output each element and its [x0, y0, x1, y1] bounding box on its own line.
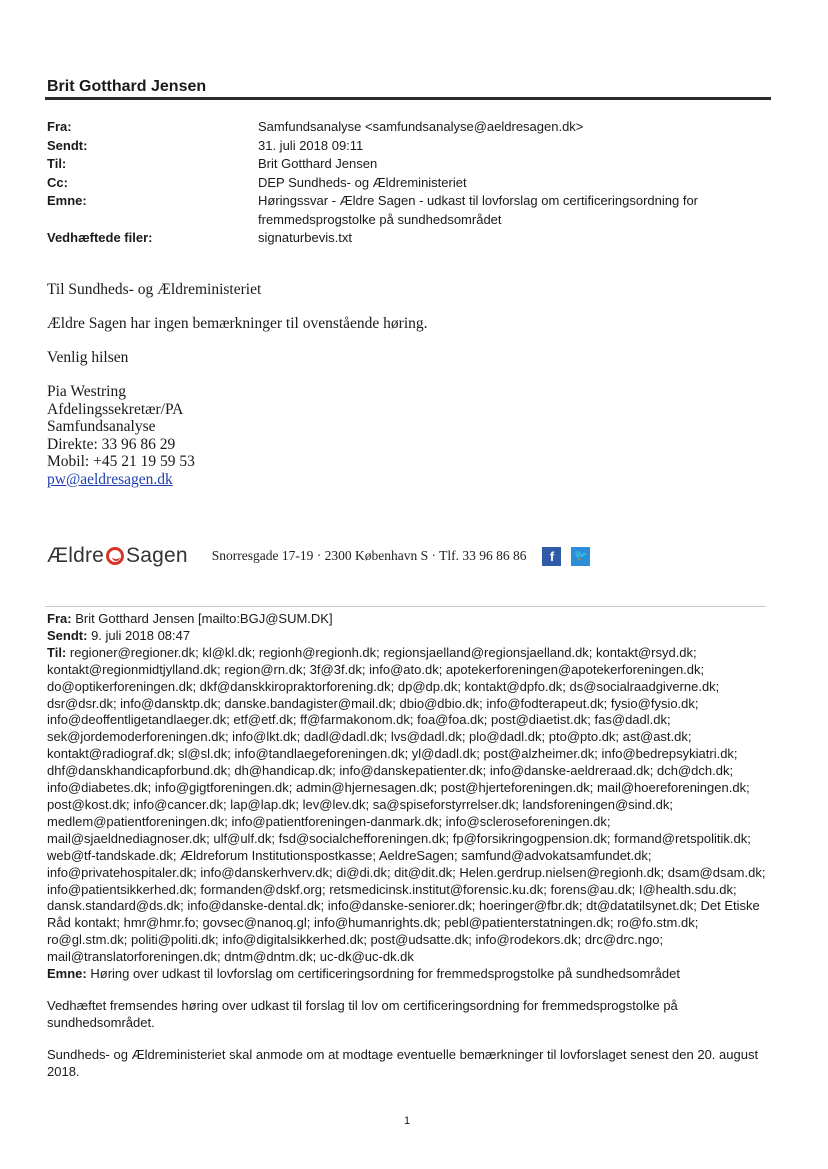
- twitter-icon[interactable]: 🐦: [571, 547, 590, 566]
- orig-to-line: [47, 645, 771, 966]
- field-label: Til:: [47, 156, 67, 171]
- field-label: Sendt:: [47, 137, 88, 153]
- field-label: Emne:: [47, 966, 87, 982]
- signature-line: Direkte: 33 96 86 29: [47, 435, 176, 453]
- field-label: Sendt:: [47, 627, 88, 643]
- logo-text-right: Sagen: [126, 544, 188, 567]
- section-divider: [45, 606, 766, 607]
- field-value: 9. juli 2018 08:47: [91, 627, 191, 643]
- recipients-list: regioner@regioner.dk; kl@kl.dk; regionh@regionh.dk; regionsjaelland@regionsjaelland.dk; kontakt@rsyd.dk; kontakt@regionmidtjylland.dk; region@rn.dk; 3f@3f.dk; info@ato.dk; apotekerforeningen@apotekerforeningen.dk; do@optikerforeningen.dk; dkf@danskkiropraktorforening.dk; dp@dp.dk; kontakt@dpfo.dk; ds@socialraadgiverne.dk; dsr@dsr.dk; info@dansktp.dk; danske.bandagister@mail.dk; dbio@dbio.dk; info@fodterapeut.dk; fysio@fysio.dk; info@deoffentligetandlaeger.dk; etf@etf.dk; ff@farmakonom.dk; foa@foa.dk; post@diaetist.dk; fas@dadl.dk; sek@jordemoderforeningen.dk; info@lkt.dk; dadl@dadl.dk; lvs@dadl.dk; plo@dadl.dk; pto@pto.dk; ast@ast.dk; kontakt@radiograf.dk; sl@sl.dk; info@tandlaegeforeningen.dk; yl@dadl.dk; post@alzheimer.dk; info@bedrepsykiatri.dk; dhf@danskhandicapforbund.dk; dh@handicap.dk; info@danskepatienter.dk; info@danske-aeldreraad.dk; dch@dch.dk; info@diabetes.dk; info@gigtforeningen.dk; admin@hjernesagen.dk; post@hjerteforeningen.dk; mail@hoereforeningen.dk; post@kost.dk; info@cancer.dk; lap@lap.dk; lev@lev.dk; sa@spiseforstyrrelser.dk; landsforeningen@sind.dk; medlem@patientforeningen.dk; info@patientforeningen-danmark.dk; info@scleroseforeningen.dk; mail@sjaeldnediagnoser.dk; ulf@ulf.dk; fsd@socialchefforeningen.dk; fp@forsikringogpension.dk; formand@retspolitik.dk; web@tf-tandskade.dk; Ældreforum Institutionspostkasse; AeldreSagen; samfund@advokatsamfundet.dk; info@privatehospitaler.dk; info@danskerhverv.dk; di@di.dk; dit@dit.dk; Helen.gerdrup.nielsen@regionh.dk; dsam@dsam.dk; info@patientsikkerhed.dk; formanden@dskf.org; retsmedicinsk.institut@forensic.ku.dk; forens@au.dk; I@health.sdu.dk; dansk.standard@ds.dk; info@danske-dental.dk; info@danske-seniorer.dk; hoeringer@fbr.dk; dt@datatilsynet.dk; Det Etiske Råd kontakt; hmr@hmr.fo; govsec@nanoq.gl; info@humanrights.dk; pebl@patienterstatningen.dk; ro@fo.stm.dk; ro@gl.stm.dk; politi@politi.dk; info@digitalsikkerhed.dk; post@udsatte.dk; info@rodekors.dk; drc@drc.ngo; mail@translatorforeningen.dk; dntm@dntm.dk; uc-dk@uc-dk.dk: [47, 644, 766, 965]
- sent-row: [47, 137, 777, 156]
- signature-line: Afdelingssekretær/PA: [47, 400, 184, 418]
- attachments-row: [47, 229, 777, 248]
- body-text: Ældre Sagen har ingen bemærkninger til ovenstående høring.: [47, 315, 428, 332]
- field-label: Fra:: [47, 119, 72, 134]
- aeldre-sagen-logo: [47, 544, 188, 568]
- orig-body-paragraph: Vedhæftet fremsendes høring over udkast til forslag til lov om certificeringsordning for fremmedsprogstolke på sundhedsområdet.: [47, 997, 678, 1030]
- field-value: Høring over udkast til lovforslag om certificeringsordning for fremmedsprogstolke på sundhedsområdet: [90, 966, 680, 982]
- greeting: Til Sundheds- og Ældreministeriet: [47, 281, 262, 298]
- reply-body: [47, 281, 747, 489]
- company-address: Snorresgade 17-19 · 2300 København S · Tlf. 33 96 86 86: [211, 548, 527, 563]
- field-value: Brit Gotthard Jensen: [258, 156, 378, 171]
- logo-text-left: Ældre: [47, 544, 105, 567]
- signature-email-link[interactable]: pw@aeldresagen.dk: [47, 470, 173, 488]
- orig-from-line: [47, 611, 771, 628]
- closing: Venlig hilsen: [47, 349, 129, 366]
- orig-body-paragraph: Sundheds- og Ældreministeriet skal anmode om at modtage eventuelle bemærkninger til lovforslaget senest den 20. august 2018.: [47, 1046, 759, 1079]
- orig-subject-line: [47, 966, 771, 983]
- field-value: DEP Sundheds- og Ældreministeriet: [258, 174, 467, 190]
- field-label: Emne:: [47, 193, 87, 208]
- field-value: Brit Gotthard Jensen [mailto:BGJ@SUM.DK]: [75, 611, 333, 626]
- signature-line: Mobil: +45 21 19 59 53: [47, 453, 195, 471]
- signature-line: Pia Westring: [47, 383, 126, 400]
- cc-row: [47, 174, 777, 193]
- smile-logo-icon: [106, 547, 124, 565]
- field-label: Til:: [47, 644, 67, 660]
- signature-block: [47, 383, 747, 489]
- field-label: Vedhæftede filer:: [47, 230, 153, 245]
- signature-line: Samfundsanalyse: [47, 418, 156, 436]
- from-row: [47, 118, 777, 137]
- attachment-link[interactable]: signaturbevis.txt: [258, 230, 352, 245]
- field-value: 31. juli 2018 09:11: [258, 137, 364, 153]
- orig-sent-line: [47, 628, 771, 645]
- to-row: [47, 155, 777, 174]
- original-email: [47, 611, 771, 1081]
- facebook-icon[interactable]: f: [542, 547, 561, 566]
- field-label: Fra:: [47, 611, 72, 626]
- subject-row: [47, 192, 777, 229]
- header-divider: [45, 97, 771, 100]
- field-value: Samfundsanalyse <samfundsanalyse@aeldresagen.dk>: [258, 119, 584, 134]
- company-footer: [47, 540, 647, 572]
- page-number: 1: [404, 1115, 411, 1127]
- field-value: Høringssvar - Ældre Sagen - udkast til lovforslag om certificeringsordning for fremmedsprogstolke på sundhedsområdet: [258, 193, 699, 227]
- field-label: Cc:: [47, 174, 68, 190]
- email-header-fields: [47, 118, 777, 248]
- document-owner-name: Brit Gotthard Jensen: [47, 78, 207, 95]
